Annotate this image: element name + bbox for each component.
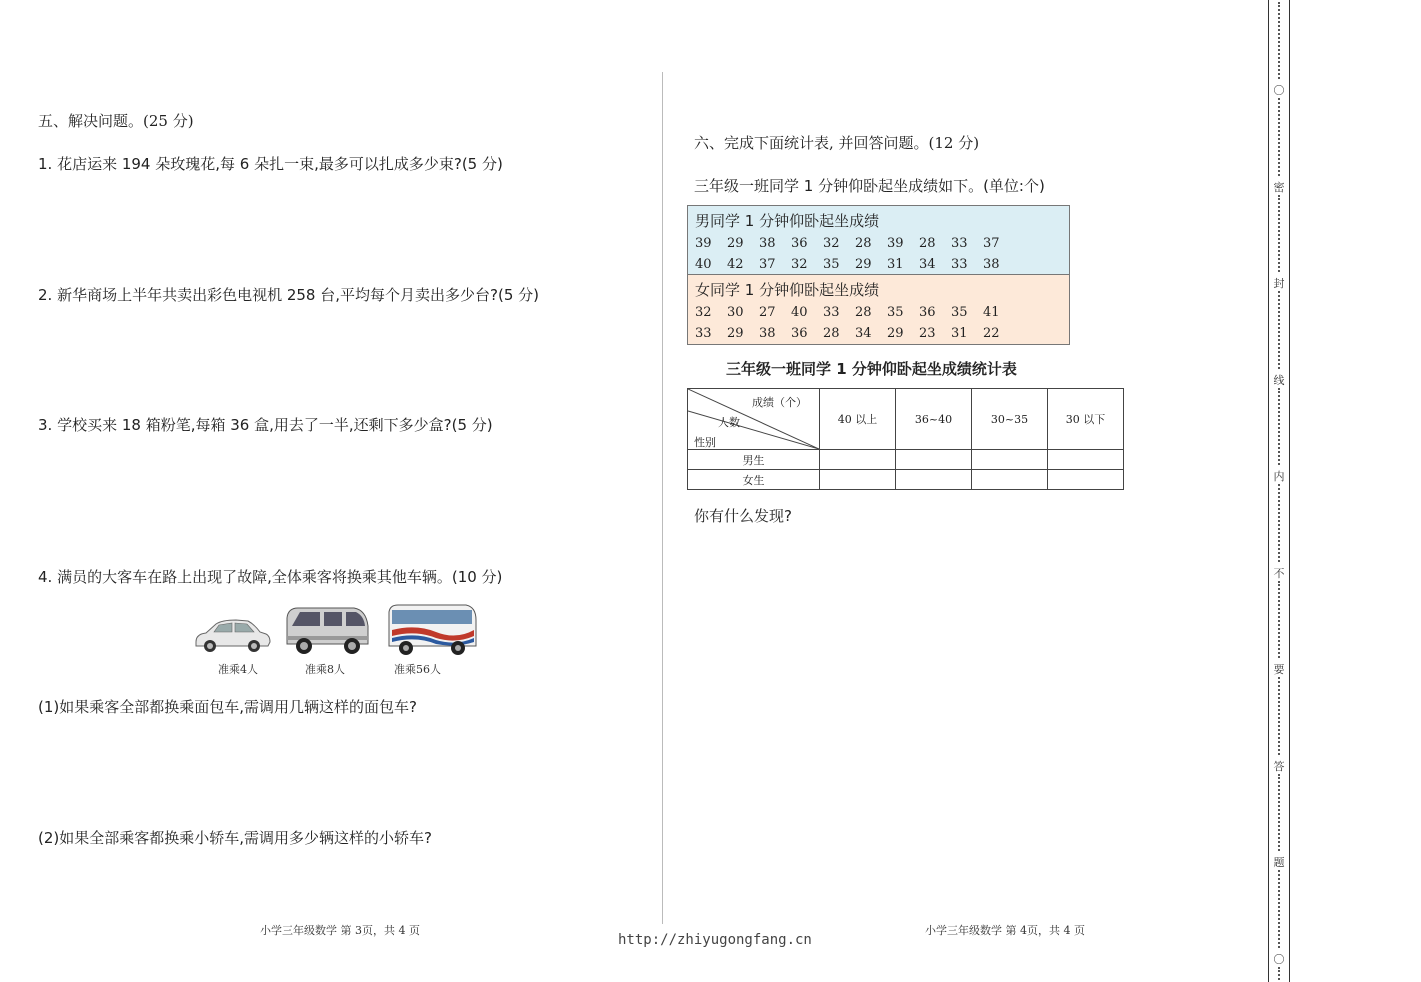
stats-table-title: 三年级一班同学 1 分钟仰卧起坐成绩统计表 — [726, 360, 1017, 378]
score-value: 28 — [919, 236, 936, 251]
girls-scores-row-1 — [695, 305, 1015, 320]
score-value: 39 — [887, 236, 904, 251]
score-value: 29 — [727, 236, 744, 251]
question-4: 4. 满员的大客车在路上出现了故障,全体乘客将换乘其他车辆。(10 分) — [38, 568, 503, 586]
answer-cell[interactable] — [972, 470, 1048, 490]
binding-strip-char: 〇 — [1273, 952, 1285, 966]
score-value: 32 — [791, 257, 808, 272]
score-value: 32 — [823, 236, 840, 251]
page-3-footer: 小学三年级数学 第 3页，共 4 页 — [260, 924, 420, 937]
page-divider — [662, 72, 663, 924]
boys-scores-row-1 — [695, 236, 1015, 251]
girls-score-box — [687, 275, 1070, 345]
score-value: 29 — [727, 326, 744, 341]
binding-strip-char: 内 — [1273, 470, 1285, 483]
score-value: 32 — [695, 305, 712, 320]
score-value: 38 — [759, 326, 776, 341]
score-value: 28 — [855, 305, 872, 320]
answer-cell[interactable] — [1048, 470, 1124, 490]
binding-dotted-line — [1278, 195, 1282, 273]
score-value: 31 — [951, 326, 968, 341]
binding-strip-char: 密 — [1273, 180, 1285, 194]
binding-dotted-line — [1278, 291, 1282, 369]
stats-table — [687, 388, 1124, 490]
binding-dotted-line — [1278, 677, 1282, 755]
score-value: 36 — [791, 326, 808, 341]
score-value: 33 — [695, 326, 712, 341]
van-icon — [284, 604, 370, 662]
score-value: 33 — [951, 257, 968, 272]
score-value: 29 — [855, 257, 872, 272]
corner-label-count: 人数 — [718, 416, 740, 429]
van-capacity-label: 准乘8人 — [305, 663, 345, 676]
score-value: 35 — [823, 257, 840, 272]
binding-dotted-line — [1278, 870, 1282, 948]
binding-strip-char: 线 — [1273, 373, 1285, 387]
page-4-footer: 小学三年级数学 第 4页，共 4 页 — [925, 924, 1085, 937]
binding-strip-char: 答 — [1273, 759, 1285, 773]
question-4-2: (2)如果全部乘客都换乘小轿车,需调用多少辆这样的小轿车? — [38, 829, 432, 847]
score-value: 40 — [695, 257, 712, 272]
question-2: 2. 新华商场上半年共卖出彩色电视机 258 台,平均每个月卖出多少台?(5 分) — [38, 286, 539, 304]
table-corner-cell — [688, 389, 820, 450]
binding-dotted-line — [1278, 388, 1282, 466]
girls-score-title: 女同学 1 分钟仰卧起坐成绩 — [695, 281, 880, 299]
score-value: 35 — [887, 305, 904, 320]
binding-line-left — [1268, 0, 1269, 982]
column-header: 30~35 — [972, 389, 1048, 450]
score-value: 41 — [983, 305, 1000, 320]
binding-dotted-line — [1278, 774, 1282, 852]
answer-cell[interactable] — [896, 470, 972, 490]
score-value: 39 — [695, 236, 712, 251]
binding-strip-char: 不 — [1273, 566, 1285, 580]
score-value: 37 — [983, 236, 1000, 251]
score-value: 35 — [951, 305, 968, 320]
score-value: 22 — [983, 326, 1000, 341]
score-value: 30 — [727, 305, 744, 320]
score-value: 31 — [887, 257, 904, 272]
score-value: 33 — [951, 236, 968, 251]
score-value: 27 — [759, 305, 776, 320]
column-header: 36~40 — [896, 389, 972, 450]
question-4-1: (1)如果乘客全部都换乘面包车,需调用几辆这样的面包车? — [38, 698, 417, 716]
discovery-question: 你有什么发现? — [694, 507, 792, 525]
score-value: 34 — [919, 257, 936, 272]
answer-cell[interactable] — [972, 450, 1048, 470]
score-value: 42 — [727, 257, 744, 272]
boys-score-box — [687, 205, 1070, 275]
binding-line-right — [1289, 0, 1290, 982]
score-value: 38 — [759, 236, 776, 251]
bus-capacity-label: 准乘56人 — [394, 663, 441, 676]
answer-cell[interactable] — [1048, 450, 1124, 470]
score-value: 36 — [791, 236, 808, 251]
binding-strip-char: 要 — [1273, 663, 1285, 676]
score-value: 28 — [855, 236, 872, 251]
binding-strip-char: 题 — [1273, 856, 1285, 869]
score-value: 29 — [887, 326, 904, 341]
source-url: http://zhiyugongfang.cn — [618, 932, 812, 948]
column-header: 40 以上 — [820, 389, 896, 450]
corner-label-score: 成绩（个） — [752, 396, 807, 409]
car-icon — [192, 612, 272, 661]
binding-dotted-line — [1278, 967, 1282, 981]
boys-score-title: 男同学 1 分钟仰卧起坐成绩 — [695, 212, 880, 230]
score-value: 28 — [823, 326, 840, 341]
section-five-title: 五、解决问题。(25 分) — [38, 112, 194, 130]
score-value: 34 — [855, 326, 872, 341]
car-capacity-label: 准乘4人 — [218, 663, 258, 676]
answer-cell[interactable] — [896, 450, 972, 470]
data-intro: 三年级一班同学 1 分钟仰卧起坐成绩如下。(单位:个) — [694, 177, 1045, 195]
score-value: 23 — [919, 326, 936, 341]
boys-scores-row-2 — [695, 257, 1015, 272]
girls-scores-row-2 — [695, 326, 1015, 341]
binding-dotted-line — [1278, 98, 1282, 176]
score-value: 40 — [791, 305, 808, 320]
score-value: 33 — [823, 305, 840, 320]
answer-cell[interactable] — [820, 450, 896, 470]
row-header-girls: 女生 — [688, 470, 820, 490]
corner-label-gender: 性别 — [694, 436, 716, 449]
binding-dotted-line — [1278, 484, 1282, 562]
row-header-boys: 男生 — [688, 450, 820, 470]
score-value: 36 — [919, 305, 936, 320]
binding-dotted-line — [1278, 581, 1282, 659]
binding-dotted-line — [1278, 2, 1282, 79]
score-value: 37 — [759, 257, 776, 272]
column-header: 30 以下 — [1048, 389, 1124, 450]
section-six-title: 六、完成下面统计表, 并回答问题。(12 分) — [694, 134, 980, 152]
binding-strip-char: 封 — [1273, 277, 1285, 290]
score-value: 38 — [983, 257, 1000, 272]
bus-icon — [386, 602, 478, 662]
question-3: 3. 学校买来 18 箱粉笔,每箱 36 盒,用去了一半,还剩下多少盒?(5 分) — [38, 416, 493, 434]
binding-strip-char: 〇 — [1273, 84, 1285, 97]
answer-cell[interactable] — [820, 470, 896, 490]
question-1: 1. 花店运来 194 朵玫瑰花,每 6 朵扎一束,最多可以扎成多少束?(5 分) — [38, 155, 503, 173]
